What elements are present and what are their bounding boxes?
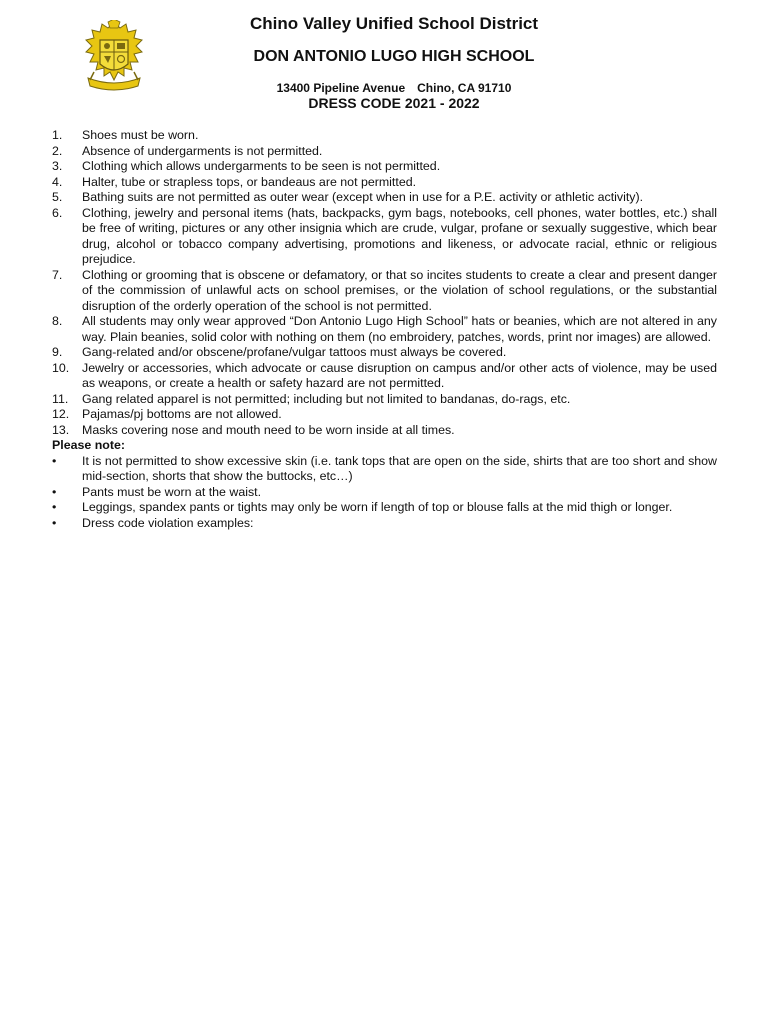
note-text: Leggings, spandex pants or tights may only be worn if length of top or blouse falls at the mid thigh or longer. bbox=[82, 500, 673, 514]
note-list bbox=[52, 454, 717, 532]
school-address bbox=[208, 81, 580, 95]
rule-text: Shoes must be worn. bbox=[82, 128, 199, 142]
rule-number: 3. bbox=[52, 159, 63, 173]
rule-item bbox=[52, 392, 717, 408]
note-item bbox=[52, 500, 717, 516]
rule-number: 9. bbox=[52, 345, 63, 359]
note-text: Dress code violation examples: bbox=[82, 515, 254, 530]
bullet-icon: • bbox=[52, 515, 57, 530]
address-city: Chino, CA 91710 bbox=[417, 81, 512, 95]
note-item bbox=[52, 454, 717, 485]
note-text: It is not permitted to show excessive skin (i.e. tank tops that are open on the side, shirts that are too short and show mid-section, shorts that show the buttocks, etc…) bbox=[82, 453, 717, 483]
rule-text: Clothing which allows undergarments to be seen is not permitted. bbox=[82, 159, 441, 173]
rule-item bbox=[52, 190, 717, 206]
rule-item bbox=[52, 314, 717, 345]
rule-text: Jewelry or accessories, which advocate or cause disruption on campus and/or other acts of violence, may be used as weapons, or create a health or safety hazard are not permitted. bbox=[82, 360, 717, 390]
school-name: DON ANTONIO LUGO HIGH SCHOOL bbox=[253, 48, 535, 65]
rule-text: All students may only wear approved “Don Antonio Lugo High School” hats or beanies, which are not altered in any way. Plain beanies, solid color with nothing on them (no embroidery, patches, words, print nor images) are allowed. bbox=[82, 314, 717, 344]
rule-item bbox=[52, 159, 717, 175]
rule-number: 6. bbox=[52, 205, 63, 220]
document-body bbox=[52, 128, 717, 531]
rule-text: Clothing or grooming that is obscene or defamatory, or that so incites students to create a clear and present danger of the commission of unlawful acts on school premises, or the violation of school regulations, or the substantial disruption of the orderly operation of the school is not permitted. bbox=[82, 267, 717, 313]
note-item bbox=[52, 485, 717, 501]
note-heading: Please note: bbox=[52, 438, 125, 452]
school-crest-logo bbox=[80, 20, 148, 96]
rule-number: 5. bbox=[52, 190, 63, 204]
district-name: Chino Valley Unified School District bbox=[249, 14, 539, 33]
bullet-icon: • bbox=[52, 500, 57, 514]
note-text: Pants must be worn at the waist. bbox=[82, 484, 262, 499]
rule-text: Gang-related and/or obscene/profane/vulgar tattoos must always be covered. bbox=[82, 345, 507, 359]
rule-number: 11. bbox=[52, 391, 69, 406]
rule-number: 1. bbox=[52, 128, 63, 142]
rule-text: Gang related apparel is not permitted; including but not limited to bandanas, do-rags, etc. bbox=[82, 391, 571, 406]
rule-item bbox=[52, 423, 717, 439]
rule-item bbox=[52, 361, 717, 392]
address-street: 13400 Pipeline Avenue bbox=[276, 81, 406, 95]
rule-item bbox=[52, 345, 717, 361]
rule-text: Pajamas/pj bottoms are not allowed. bbox=[82, 407, 282, 421]
bullet-icon: • bbox=[52, 453, 57, 468]
rule-text: Clothing, jewelry and personal items (hats, backpacks, gym bags, notebooks, cell phones, water bottles, etc.) shall be free of writing, pictures or any other insignia which are crude, vulgar, profane or sexually suggestive, which bear drug, alcohol or tobacco company advertising, promotions and likeness, or advocate racial, ethnic or religious prejudice. bbox=[82, 205, 717, 266]
rule-number: 8. bbox=[52, 314, 63, 328]
bullet-icon: • bbox=[52, 484, 57, 499]
rule-text: Halter, tube or strapless tops, or bandeaus are not permitted. bbox=[82, 174, 417, 189]
rule-item bbox=[52, 144, 717, 160]
note-item bbox=[52, 516, 717, 532]
rule-text: Bathing suits are not permitted as outer wear (except when in use for a P.E. activity or athletic activity). bbox=[82, 190, 644, 204]
rule-item bbox=[52, 268, 717, 315]
rule-number: 12. bbox=[52, 407, 70, 421]
rule-item bbox=[52, 128, 717, 144]
rule-item bbox=[52, 206, 717, 268]
rule-number: 7. bbox=[52, 267, 63, 282]
rule-number: 10. bbox=[52, 360, 70, 375]
rule-number: 2. bbox=[52, 143, 63, 158]
rule-number: 4. bbox=[52, 174, 63, 189]
rule-item bbox=[52, 175, 717, 191]
rules-list bbox=[52, 128, 717, 438]
rule-number: 13. bbox=[52, 422, 70, 437]
dress-code-title: DRESS CODE 2021 - 2022 bbox=[308, 95, 480, 111]
rule-item bbox=[52, 407, 717, 423]
rule-text: Absence of undergarments is not permitted. bbox=[82, 143, 323, 158]
rule-text: Masks covering nose and mouth need to be worn inside at all times. bbox=[82, 422, 455, 437]
